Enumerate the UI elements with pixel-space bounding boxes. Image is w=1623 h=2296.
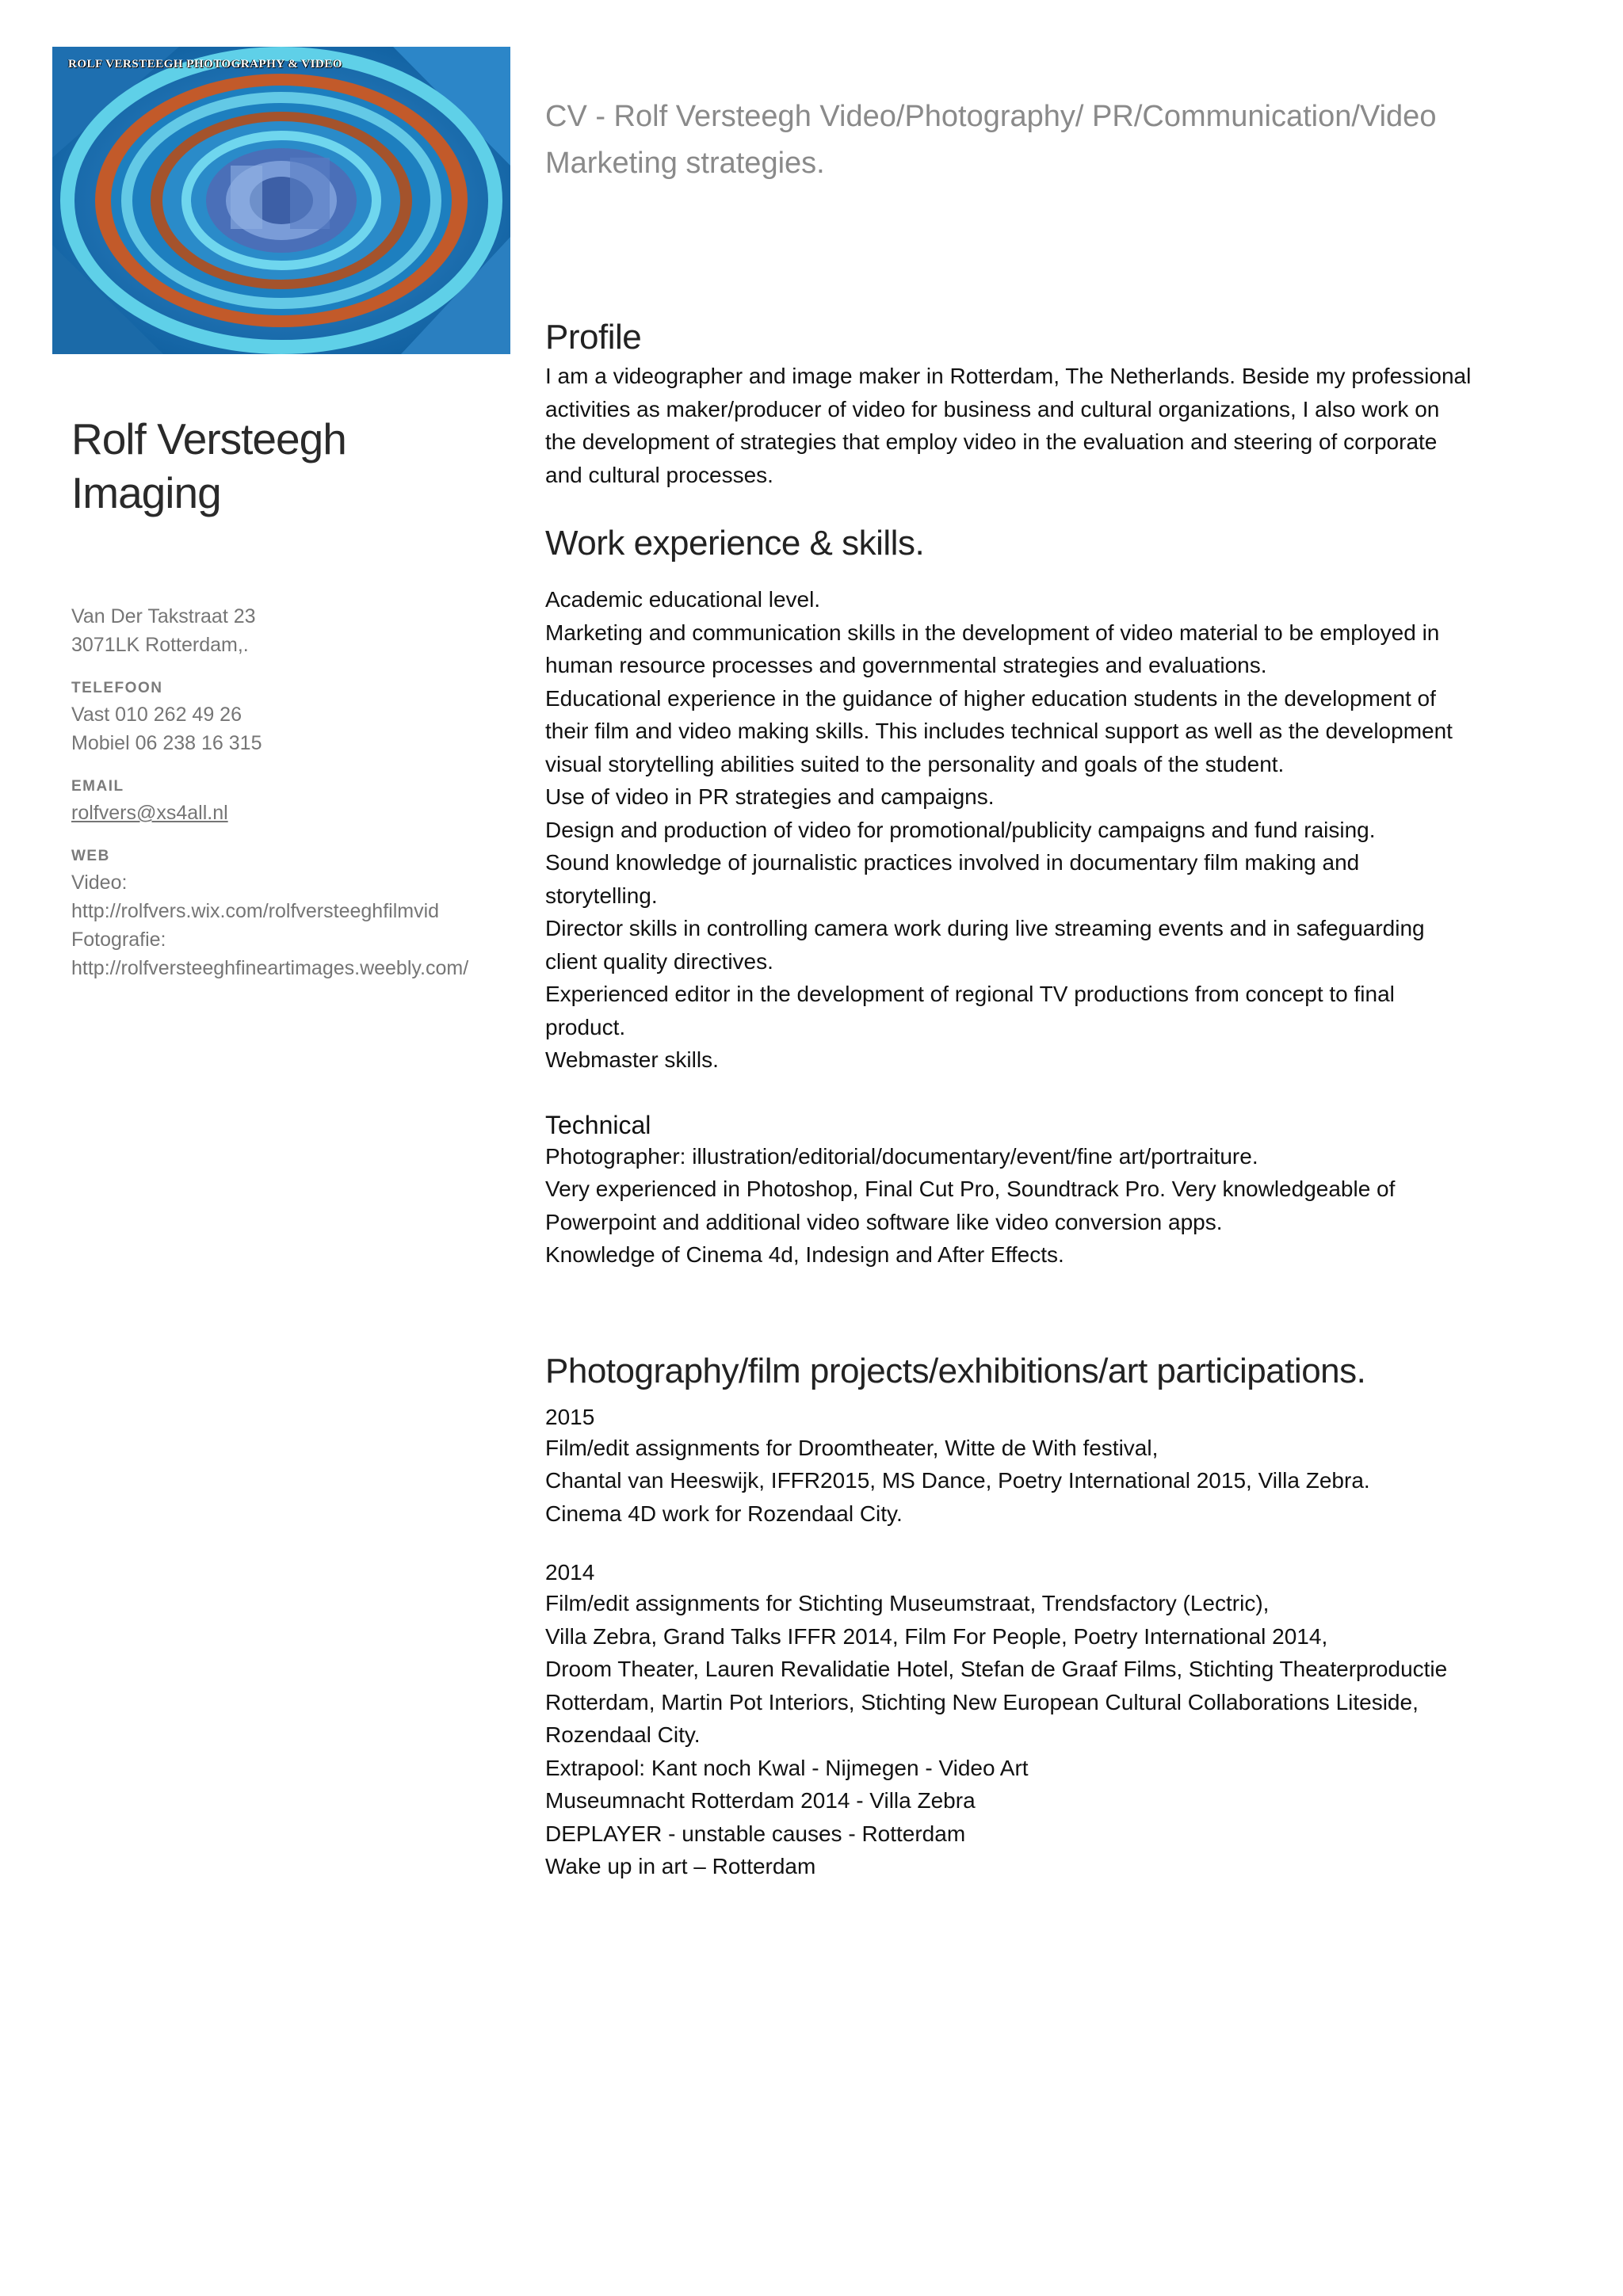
project-line: Cinema 4D work for Rozendaal City. [545, 1501, 903, 1526]
address-line2: 3071LK Rotterdam,. [71, 634, 249, 656]
work-line: Educational experience in the guidance of higher education students in the development of [545, 685, 1436, 711]
header-image [52, 47, 510, 354]
profile-line: the development of strategies that employ video in the evaluation and steering of corporate [545, 429, 1438, 454]
project-line: DEPLAYER - unstable causes - Rotterdam [545, 1821, 966, 1846]
work-line: human resource processes and governmental strategies and evaluations. [545, 653, 1267, 677]
work-experience-text [545, 583, 1520, 1077]
profile-section [545, 314, 1520, 491]
company-name-line1: Rolf Versteegh [71, 414, 346, 463]
phone-mobile: Mobiel 06 238 16 315 [71, 732, 262, 754]
profile-heading: Profile [545, 318, 642, 357]
work-line: client quality directives. [545, 948, 773, 974]
project-line: Chantal van Heeswijk, IFFR2015, MS Dance, Poetry International 2015, Villa Zebra. [545, 1468, 1370, 1493]
profile-line: activities as maker/producer of video for business and cultural organizations, I also work on [545, 396, 1440, 421]
technical-line: Photographer: illustration/editorial/documentary/event/fine art/portraiture. [545, 1143, 1258, 1169]
project-line: Villa Zebra, Grand Talks IFFR 2014, Film For People, Poetry International 2014, [545, 1623, 1328, 1649]
technical-line: Knowledge of Cinema 4d, Indesign and After Effects. [545, 1242, 1064, 1267]
email-link[interactable]: rolfvers@xs4all.nl [71, 802, 228, 824]
header-image-caption: ROLF VERSTEEGH PHOTOGRAPHY & VIDEO [68, 58, 342, 71]
company-name [71, 412, 499, 520]
main-content [545, 93, 1520, 1883]
work-line: product. [545, 1014, 626, 1039]
email-label: EMAIL [71, 778, 124, 795]
technical-line: Powerpoint and additional video software like video conversion apps. [545, 1209, 1223, 1234]
work-experience-section [545, 520, 1520, 1077]
work-line: Marketing and communication skills in the development of video material to be employed in [545, 620, 1440, 645]
project-line: Rotterdam, Martin Pot Interiors, Stichting New European Cultural Collaborations Liteside, [545, 1689, 1419, 1714]
project-line: Rozendaal City. [545, 1722, 701, 1747]
work-line: Design and production of video for promotional/publicity campaigns and fund raising. [545, 817, 1376, 842]
technical-section [545, 1110, 1520, 1272]
projects-heading: Photography/film projects/exhibitions/art participations. [545, 1351, 1366, 1390]
document-title-line2: Marketing strategies. [545, 147, 825, 180]
project-line: Film/edit assignments for Droomtheater, Witte de With festival, [545, 1435, 1159, 1460]
project-line: Droom Theater, Lauren Revalidatie Hotel, Stefan de Graaf Films, Stichting Theaterproductie [545, 1657, 1448, 1681]
phone-fixed: Vast 010 262 49 26 [71, 704, 242, 726]
phone-label: TELEFOON [71, 680, 163, 696]
address-line1: Van Der Takstraat 23 [71, 605, 256, 627]
work-line: Academic educational level. [545, 587, 821, 612]
project-line: Extrapool: Kant noch Kwal - Nijmegen - Video Art [545, 1755, 1029, 1780]
web-video-label: Video: [71, 871, 128, 894]
project-line: Museumnacht Rotterdam 2014 - Villa Zebra [545, 1788, 976, 1813]
document-title [545, 93, 1520, 187]
web-video-url[interactable]: http://rolfvers.wix.com/rolfversteeghfilmvid [71, 900, 440, 922]
work-line: their film and video making skills. This includes technical support as well as the development [545, 719, 1453, 743]
technical-heading: Technical [545, 1110, 651, 1139]
work-experience-heading: Work experience & skills. [545, 524, 925, 563]
work-line: storytelling. [545, 883, 658, 908]
web-photo-label: Fotografie: [71, 929, 166, 951]
abstract-artwork [52, 47, 510, 354]
web-photo-url[interactable]: http://rolfversteeghfineartimages.weebly.com/ [71, 957, 469, 979]
document-title-line1: CV - Rolf Versteegh Video/Photography/ PR/Communication/Video [545, 100, 1437, 133]
year-2015: 2015 [545, 1404, 595, 1429]
work-line: Sound knowledge of journalistic practices involved in documentary film making and [545, 850, 1360, 875]
work-line: Director skills in controlling camera work during live streaming events and in safeguarding [545, 916, 1425, 940]
technical-text [545, 1140, 1520, 1272]
year-2014: 2014 [545, 1560, 595, 1585]
profile-line: I am a videographer and image maker in Rotterdam, The Netherlands. Beside my professional [545, 364, 1472, 388]
projects-section [545, 1348, 1520, 1883]
work-line: Experienced editor in the development of regional TV productions from concept to final [545, 982, 1395, 1006]
work-line: Use of video in PR strategies and campaigns. [545, 784, 995, 809]
company-name-line2: Imaging [71, 468, 221, 517]
work-line: Webmaster skills. [545, 1047, 719, 1072]
projects-2014-text [545, 1587, 1520, 1883]
contact-info [71, 602, 515, 982]
project-line: Wake up in art – Rotterdam [545, 1854, 816, 1878]
technical-line: Very experienced in Photoshop, Final Cut Pro, Soundtrack Pro. Very knowledgeable of [545, 1177, 1396, 1201]
project-line: Film/edit assignments for Stichting Museumstraat, Trendsfactory (Lectric), [545, 1591, 1270, 1615]
profile-line: and cultural processes. [545, 462, 773, 487]
projects-2015-text [545, 1432, 1520, 1531]
work-line: visual storytelling abilities suited to the personality and goals of the student. [545, 751, 1285, 776]
web-label: WEB [71, 848, 110, 864]
profile-text [545, 360, 1520, 491]
